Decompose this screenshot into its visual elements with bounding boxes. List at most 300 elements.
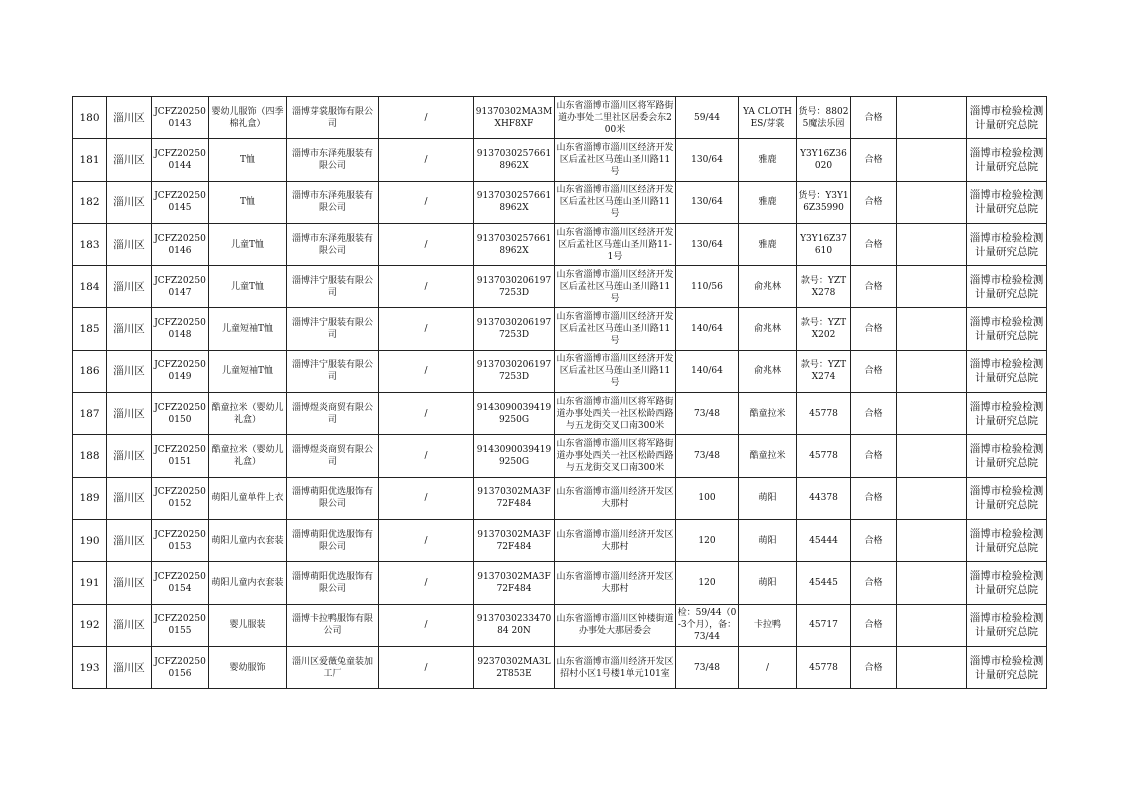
result-cell (851, 181, 897, 223)
product-name-cell (209, 97, 287, 139)
result-cell (851, 308, 897, 350)
sample-code-cell (152, 223, 209, 265)
testing-org-cell (967, 477, 1047, 519)
serial-number-text: 193 (79, 661, 100, 674)
brand-text: 俞兆林 (753, 281, 781, 292)
enterprise-name-text: 淄博沣宁服装有限公司 (291, 318, 373, 341)
serial-number-cell (73, 97, 107, 139)
enterprise-name-cell (287, 562, 379, 604)
district-text: 淄川区 (113, 196, 145, 209)
brand-text: 雅鹿 (758, 239, 777, 250)
batch-cell (797, 604, 851, 646)
spec-cell (676, 223, 739, 265)
address-text: 山东省淄博市淄川区经济开发区后孟社区马莲山圣川路11-1号 (556, 227, 674, 262)
credit-code-cell (474, 393, 555, 435)
batch-text: 45445 (809, 577, 838, 588)
testing-org-text: 淄博市检验检测计量研究总院 (969, 569, 1044, 596)
credit-code-cell (474, 519, 555, 561)
brand-text: 雅鹿 (758, 197, 777, 208)
enterprise-name-cell (287, 97, 379, 139)
enterprise-name-cell (287, 477, 379, 519)
testing-org-text: 淄博市检验检测计量研究总院 (969, 189, 1044, 216)
table-row (73, 435, 1047, 477)
product-name-cell (209, 435, 287, 477)
sample-code-text: JCFZ202500154 (154, 571, 206, 594)
spec-cell (676, 97, 739, 139)
district-text: 淄川区 (113, 407, 145, 420)
sample-code-text: JCFZ202500153 (154, 529, 206, 552)
batch-text: 货号：Y3Y16Z35990 (798, 191, 849, 214)
enterprise-name-text: 淄博沣宁服装有限公司 (291, 360, 373, 383)
placeholder-text: / (424, 366, 428, 377)
result-text: 合格 (864, 535, 883, 546)
spec-text: 110/56 (691, 281, 723, 292)
testing-org-cell (967, 562, 1047, 604)
spec-text: 检：59/44（0-3个月），备：73/44 (677, 608, 737, 643)
result-cell (851, 223, 897, 265)
district-text: 淄川区 (113, 238, 145, 251)
result-cell (851, 519, 897, 561)
sample-code-text: JCFZ202500146 (154, 233, 206, 256)
product-name-text: 儿童T恤 (230, 239, 264, 250)
credit-code-text: 91370302061977253D (476, 360, 552, 383)
placeholder-text: / (424, 239, 428, 250)
testing-org-cell (967, 223, 1047, 265)
brand-cell (739, 562, 797, 604)
district-text: 淄川区 (113, 153, 145, 166)
district-cell (107, 604, 152, 646)
district-cell (107, 562, 152, 604)
batch-text: Y3Y16Z37610 (800, 233, 847, 256)
brand-text: 萌阳 (758, 493, 777, 504)
batch-cell (797, 97, 851, 139)
testing-org-cell (967, 435, 1047, 477)
table-row (73, 97, 1047, 139)
credit-code-text: 91370302576618962X (476, 148, 552, 171)
result-cell (851, 139, 897, 181)
remark-cell (897, 646, 967, 688)
sample-code-text: JCFZ202500155 (154, 614, 206, 637)
result-cell (851, 266, 897, 308)
brand-text: / (765, 662, 770, 673)
serial-number-text: 190 (79, 534, 100, 547)
address-text: 山东省淄博市淄川区将军路街道办事处西关一社区松龄西路与五龙街交叉口南300米 (556, 396, 674, 431)
product-name-cell (209, 604, 287, 646)
enterprise-name-text: 淄博卡拉鸭服饰有限公司 (291, 614, 373, 637)
product-name-text: 儿童T恤 (230, 281, 264, 292)
enterprise-name-text: 淄川区爱薇兔童装加工厂 (291, 656, 373, 679)
testing-org-text: 淄博市检验检测计量研究总院 (969, 400, 1044, 427)
result-text: 合格 (864, 281, 883, 292)
serial-number-cell (73, 393, 107, 435)
spec-cell (676, 181, 739, 223)
serial-number-cell (73, 562, 107, 604)
result-text: 合格 (864, 408, 883, 419)
district-text: 淄川区 (113, 534, 145, 547)
spec-text: 140/64 (691, 324, 723, 335)
product-name-cell (209, 393, 287, 435)
serial-number-text: 191 (79, 576, 100, 589)
enterprise-name-cell (287, 139, 379, 181)
result-text: 合格 (864, 154, 883, 165)
credit-code-cell (474, 139, 555, 181)
credit-code-cell (474, 308, 555, 350)
placeholder-text: / (424, 197, 428, 208)
table-row (73, 477, 1047, 519)
remark-cell (897, 223, 967, 265)
table-row (73, 139, 1047, 181)
spec-text: 73/48 (694, 451, 720, 462)
serial-number-text: 182 (79, 196, 100, 209)
batch-cell (797, 223, 851, 265)
product-name-text: 婴儿服装 (229, 620, 266, 631)
district-text: 淄川区 (113, 661, 145, 674)
product-name-cell (209, 266, 287, 308)
spec-cell (676, 562, 739, 604)
placeholder-text: / (424, 112, 428, 123)
spec-text: 130/64 (691, 154, 723, 165)
remark-cell (897, 477, 967, 519)
address-cell (555, 562, 676, 604)
credit-code-text: 91430900394199250G (476, 445, 552, 468)
result-text: 合格 (864, 577, 883, 588)
product-name-cell (209, 181, 287, 223)
serial-number-text: 188 (79, 450, 100, 463)
district-text: 淄川区 (113, 576, 145, 589)
batch-text: 45717 (809, 620, 838, 631)
spec-text: 140/64 (691, 366, 723, 377)
address-text: 山东省淄博市淄川区将军路街道办事处二里社区居委会东200米 (556, 100, 674, 135)
table-row (73, 519, 1047, 561)
spec-cell (676, 266, 739, 308)
testing-org-text: 淄博市检验检测计量研究总院 (969, 316, 1044, 343)
spec-text: 59/44 (694, 112, 720, 123)
district-cell (107, 350, 152, 392)
table-body (73, 97, 1047, 689)
batch-text: 款号：YZTX274 (800, 360, 847, 383)
batch-text: 44378 (809, 493, 838, 504)
spec-text: 130/64 (691, 239, 723, 250)
table-row (73, 308, 1047, 350)
brand-cell (739, 97, 797, 139)
product-name-cell (209, 223, 287, 265)
result-text: 合格 (864, 324, 883, 335)
district-cell (107, 435, 152, 477)
credit-code-cell (474, 350, 555, 392)
placeholder-cell (379, 562, 474, 604)
brand-cell (739, 477, 797, 519)
placeholder-cell (379, 266, 474, 308)
credit-code-text: 91370302MA3MXHF8XF (475, 106, 553, 129)
sample-code-cell (152, 435, 209, 477)
credit-code-cell (474, 604, 555, 646)
placeholder-cell (379, 519, 474, 561)
enterprise-name-text: 淄博市东泽苑服装有限公司 (291, 233, 373, 256)
enterprise-name-cell (287, 308, 379, 350)
address-text: 山东省淄博市淄川区钟楼街道办事处大那居委会 (556, 614, 674, 637)
district-text: 淄川区 (113, 280, 145, 293)
address-cell (555, 519, 676, 561)
table-row (73, 266, 1047, 308)
address-text: 山东省淄博市淄川区经济开发区后孟社区马莲山圣川路11号 (556, 269, 674, 304)
result-text: 合格 (864, 197, 883, 208)
serial-number-cell (73, 139, 107, 181)
sample-code-text: JCFZ202500152 (154, 487, 206, 510)
brand-cell (739, 646, 797, 688)
credit-code-cell (474, 477, 555, 519)
district-cell (107, 477, 152, 519)
serial-number-text: 189 (79, 492, 100, 505)
testing-org-text: 淄博市检验检测计量研究总院 (969, 104, 1044, 131)
serial-number-text: 180 (79, 111, 100, 124)
sample-code-text: JCFZ202500145 (154, 191, 206, 214)
remark-cell (897, 562, 967, 604)
placeholder-text: / (424, 451, 428, 462)
brand-text: 萌阳 (758, 577, 777, 588)
credit-code-text: 92370302MA3L2T853E (477, 656, 551, 679)
enterprise-name-text: 淄博沣宁服装有限公司 (291, 275, 373, 298)
spec-text: 100 (698, 493, 716, 504)
enterprise-name-cell (287, 646, 379, 688)
district-cell (107, 646, 152, 688)
result-cell (851, 350, 897, 392)
credit-code-text: 91370302061977253D (476, 318, 552, 341)
credit-code-text: 91370302061977253D (476, 275, 552, 298)
batch-text: 45778 (809, 408, 838, 419)
remark-cell (897, 393, 967, 435)
product-name-cell (209, 519, 287, 561)
sample-code-cell (152, 181, 209, 223)
testing-org-cell (967, 97, 1047, 139)
spec-cell (676, 604, 739, 646)
spec-cell (676, 308, 739, 350)
batch-cell (797, 519, 851, 561)
testing-org-cell (967, 519, 1047, 561)
product-name-text: 酷童拉米（婴幼儿礼盒） (211, 445, 284, 468)
batch-cell (797, 308, 851, 350)
testing-org-text: 淄博市检验检测计量研究总院 (969, 654, 1044, 681)
address-cell (555, 97, 676, 139)
credit-code-text: 91370302MA3F72F484 (477, 487, 551, 510)
spec-text: 130/64 (691, 197, 723, 208)
result-text: 合格 (864, 620, 883, 631)
product-name-text: 萌阳儿童内衣套装 (211, 535, 284, 546)
testing-org-cell (967, 181, 1047, 223)
brand-cell (739, 223, 797, 265)
credit-code-cell (474, 223, 555, 265)
sample-code-cell (152, 562, 209, 604)
product-name-text: 儿童短袖T恤 (221, 366, 273, 377)
enterprise-name-cell (287, 350, 379, 392)
serial-number-cell (73, 266, 107, 308)
placeholder-cell (379, 604, 474, 646)
address-cell (555, 350, 676, 392)
address-text: 山东省淄博市淄川区经济开发区后孟社区马莲山圣川路11号 (556, 185, 674, 220)
district-text: 淄川区 (113, 365, 145, 378)
enterprise-name-text: 淄博煜炎商贸有限公司 (291, 402, 373, 425)
sample-code-cell (152, 646, 209, 688)
spec-cell (676, 646, 739, 688)
address-text: 山东省淄博市淄川区经济开发区后孟社区马莲山圣川路11号 (556, 142, 674, 177)
placeholder-cell (379, 181, 474, 223)
credit-code-text: 91370302MA3F72F484 (477, 529, 551, 552)
credit-code-text: 91370302576618962X (476, 233, 552, 256)
placeholder-cell (379, 97, 474, 139)
brand-text: 酷童拉米 (749, 451, 786, 462)
credit-code-cell (474, 181, 555, 223)
testing-org-text: 淄博市检验检测计量研究总院 (969, 146, 1044, 173)
brand-cell (739, 393, 797, 435)
district-cell (107, 97, 152, 139)
product-name-text: T恤 (239, 154, 255, 165)
address-cell (555, 604, 676, 646)
placeholder-text: / (424, 620, 428, 631)
enterprise-name-cell (287, 435, 379, 477)
sample-code-cell (152, 308, 209, 350)
serial-number-cell (73, 477, 107, 519)
placeholder-text: / (424, 324, 428, 335)
testing-org-cell (967, 393, 1047, 435)
brand-text: 俞兆林 (753, 366, 781, 377)
credit-code-cell (474, 562, 555, 604)
district-cell (107, 223, 152, 265)
spec-text: 73/48 (694, 662, 720, 673)
brand-cell (739, 435, 797, 477)
serial-number-text: 181 (79, 153, 100, 166)
batch-cell (797, 350, 851, 392)
serial-number-text: 184 (79, 280, 100, 293)
batch-text: 款号：YZTX278 (800, 275, 847, 298)
inspection-results-sheet (72, 96, 1046, 689)
address-cell (555, 223, 676, 265)
batch-cell (797, 477, 851, 519)
address-cell (555, 266, 676, 308)
result-text: 合格 (864, 451, 883, 462)
batch-cell (797, 266, 851, 308)
spec-cell (676, 477, 739, 519)
district-text: 淄川区 (113, 111, 145, 124)
spec-cell (676, 393, 739, 435)
product-name-text: 酷童拉米（婴幼儿礼盒） (211, 402, 284, 425)
serial-number-cell (73, 646, 107, 688)
district-cell (107, 266, 152, 308)
enterprise-name-text: 淄博煜炎商贸有限公司 (291, 445, 373, 468)
enterprise-name-cell (287, 393, 379, 435)
batch-cell (797, 393, 851, 435)
testing-org-cell (967, 266, 1047, 308)
enterprise-name-text: 淄博市东泽苑服装有限公司 (291, 148, 373, 171)
remark-cell (897, 604, 967, 646)
batch-cell (797, 139, 851, 181)
enterprise-name-text: 淄博芽裳服饰有限公司 (291, 106, 373, 129)
placeholder-cell (379, 350, 474, 392)
batch-cell (797, 181, 851, 223)
spec-text: 120 (698, 577, 716, 588)
brand-cell (739, 308, 797, 350)
testing-org-text: 淄博市检验检测计量研究总院 (969, 358, 1044, 385)
spec-cell (676, 519, 739, 561)
brand-cell (739, 519, 797, 561)
enterprise-name-text: 淄博市东泽苑服装有限公司 (291, 191, 373, 214)
district-text: 淄川区 (113, 450, 145, 463)
batch-cell (797, 435, 851, 477)
sample-code-text: JCFZ202500143 (154, 106, 206, 129)
serial-number-cell (73, 308, 107, 350)
brand-cell (739, 181, 797, 223)
address-text: 山东省淄博市淄川经济开发区招村小区1号楼1单元101室 (556, 656, 674, 679)
credit-code-text: 913703023347084 20N (476, 614, 552, 637)
remark-cell (897, 350, 967, 392)
credit-code-cell (474, 97, 555, 139)
credit-code-text: 91370302MA3F72F484 (477, 571, 551, 594)
serial-number-cell (73, 519, 107, 561)
sample-code-text: JCFZ202500156 (154, 656, 206, 679)
remark-cell (897, 435, 967, 477)
brand-cell (739, 139, 797, 181)
table-row (73, 223, 1047, 265)
credit-code-cell (474, 266, 555, 308)
placeholder-text: / (424, 577, 428, 588)
sample-code-text: JCFZ202500147 (154, 275, 206, 298)
sample-code-cell (152, 604, 209, 646)
address-text: 山东省淄博市淄川区经济开发区后孟社区马莲山圣川路11号 (556, 312, 674, 347)
sample-code-cell (152, 350, 209, 392)
testing-org-text: 淄博市检验检测计量研究总院 (969, 231, 1044, 258)
brand-text: 卡拉鸭 (753, 620, 781, 631)
brand-text: YA CLOTHES/芽裳 (743, 106, 792, 129)
address-cell (555, 308, 676, 350)
result-cell (851, 97, 897, 139)
testing-org-cell (967, 350, 1047, 392)
product-name-cell (209, 308, 287, 350)
testing-org-text: 淄博市检验检测计量研究总院 (969, 612, 1044, 639)
product-name-cell (209, 477, 287, 519)
serial-number-text: 192 (79, 619, 100, 632)
testing-org-text: 淄博市检验检测计量研究总院 (969, 443, 1044, 470)
enterprise-name-text: 淄博萌阳优选服饰有限公司 (291, 571, 373, 594)
remark-cell (897, 266, 967, 308)
brand-cell (739, 266, 797, 308)
product-name-cell (209, 562, 287, 604)
address-cell (555, 477, 676, 519)
inspection-results-table (72, 96, 1047, 689)
address-cell (555, 139, 676, 181)
credit-code-text: 91430900394199250G (476, 402, 552, 425)
serial-number-cell (73, 604, 107, 646)
table-row (73, 604, 1047, 646)
brand-cell (739, 350, 797, 392)
product-name-text: 萌阳儿童内衣套装 (211, 577, 284, 588)
sample-code-text: JCFZ202500148 (154, 318, 206, 341)
serial-number-text: 185 (79, 323, 100, 336)
spec-cell (676, 435, 739, 477)
table-row (73, 181, 1047, 223)
sample-code-cell (152, 477, 209, 519)
testing-org-cell (967, 604, 1047, 646)
serial-number-cell (73, 223, 107, 265)
sample-code-cell (152, 139, 209, 181)
brand-text: 萌阳 (758, 535, 777, 546)
result-text: 合格 (864, 662, 883, 673)
enterprise-name-text: 淄博萌阳优选服饰有限公司 (291, 529, 373, 552)
address-text: 山东省淄博市淄川经济开发区大那村 (556, 529, 674, 552)
placeholder-cell (379, 308, 474, 350)
district-cell (107, 139, 152, 181)
address-text: 山东省淄博市淄川区经济开发区后孟社区马莲山圣川路11号 (556, 354, 674, 389)
serial-number-text: 187 (79, 407, 100, 420)
testing-org-text: 淄博市检验检测计量研究总院 (969, 273, 1044, 300)
credit-code-cell (474, 435, 555, 477)
